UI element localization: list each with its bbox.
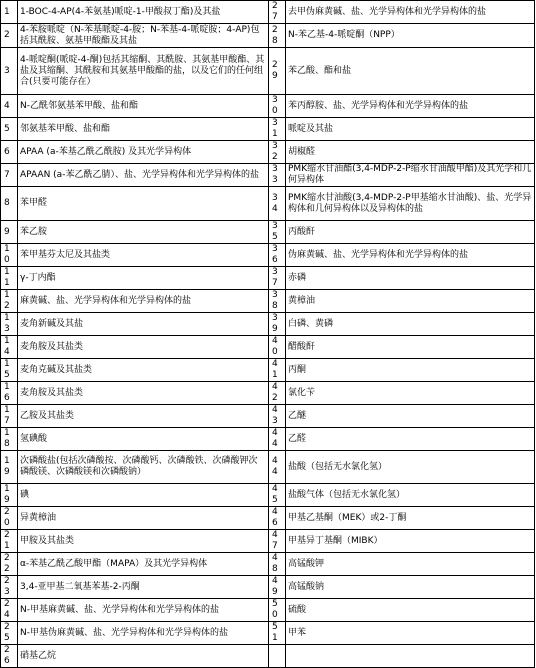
right-chemical-cell: 硫酸 (286, 599, 535, 622)
right-chemical-cell: 高锰酸钠 (286, 576, 535, 599)
left-number-cell: 3 (1, 48, 18, 95)
left-number-cell: 6 (1, 141, 18, 164)
right-chemical-cell: 氯化苄 (286, 382, 535, 405)
right-chemical-cell: PMK缩水甘油酸(3,4-MDP-2-P甲基缩水甘油酸)、盐、光学异构体和几何异构体以及异构体的盐 (286, 187, 535, 221)
left-number-cell: 23 (1, 576, 18, 599)
right-number-cell: 31 (269, 118, 286, 141)
right-chemical-cell: 醋酸酐 (286, 336, 535, 359)
right-chemical-cell: PMK缩水甘油酯(3,4-MDP-2-P缩水甘油酸甲酯)及其光学和几何异构体 (286, 164, 535, 187)
left-chemical-cell: 4-苯胺哌啶（N-苯基哌啶-4-胺；N-苯基-4-哌啶胺；4-AP)包括其酰胺、氨基甲酸酯及其盐 (18, 24, 269, 48)
chemicals-table-body (1, 1, 535, 668)
right-chemical-cell: 白磷、黄磷 (286, 313, 535, 336)
right-number-cell: 44 (269, 428, 286, 451)
table-row (1, 599, 535, 622)
table-row (1, 484, 535, 507)
left-chemical-cell: N-乙酰邻氨基苯甲酸、盐和酯 (18, 95, 269, 118)
left-number-cell: 16 (1, 382, 18, 405)
right-chemical-cell: 伪麻黄碱、盐、光学异构体和光学异构体的盐 (286, 244, 535, 267)
right-chemical-cell: 胡椒醛 (286, 141, 535, 164)
table-row (1, 507, 535, 530)
right-number-cell: 43 (269, 405, 286, 428)
table-row (1, 576, 535, 599)
left-chemical-cell: 乙胺及其盐类 (18, 405, 269, 428)
left-number-cell: 14 (1, 336, 18, 359)
right-chemical-cell: N-苯乙基-4-哌啶酮（NPP） (286, 24, 535, 48)
table-row (1, 290, 535, 313)
left-number-cell: 13 (1, 313, 18, 336)
right-number-cell: 51 (269, 622, 286, 645)
right-number-cell: 42 (269, 382, 286, 405)
right-chemical-cell: 苯乙酸、酯和盐 (286, 48, 535, 95)
left-chemical-cell: N-甲基伪麻黄碱、盐、光学异构体和光学异构体的盐 (18, 622, 269, 645)
left-number-cell: 18 (1, 428, 18, 451)
right-number-cell: 37 (269, 267, 286, 290)
left-chemical-cell: N-甲基麻黄碱、盐、光学异构体和光学异构体的盐 (18, 599, 269, 622)
left-number-cell: 11 (1, 267, 18, 290)
right-chemical-cell: 丙酮 (286, 359, 535, 382)
table-row (1, 359, 535, 382)
left-chemical-cell: 麦角胺及其盐类 (18, 382, 269, 405)
left-number-cell: 2 (1, 24, 18, 48)
left-number-cell: 24 (1, 599, 18, 622)
left-chemical-cell: 麦角新碱及其盐 (18, 313, 269, 336)
right-number-cell: 30 (269, 95, 286, 118)
table-row (1, 451, 535, 484)
left-chemical-cell: 碘 (18, 484, 269, 507)
left-number-cell: 19 (1, 484, 18, 507)
left-chemical-cell: 邻氨基苯甲酸、盐和酯 (18, 118, 269, 141)
left-chemical-cell: 麦角克碱及其盐类 (18, 359, 269, 382)
left-number-cell: 10 (1, 244, 18, 267)
table-row (1, 336, 535, 359)
table-row (1, 141, 535, 164)
table-row (1, 1, 535, 24)
right-chemical-cell: 哌啶及其盐 (286, 118, 535, 141)
left-chemical-cell: 1-BOC-4-AP(4-苯氨基)哌啶-1-甲酸叔丁酯)及其盐 (18, 1, 269, 24)
table-row (1, 187, 535, 221)
right-number-cell: 49 (269, 576, 286, 599)
left-chemical-cell: 苯乙胺 (18, 221, 269, 244)
table-row (1, 118, 535, 141)
right-number-cell: 50 (269, 599, 286, 622)
left-chemical-cell: 3,4-亚甲基二氧基苯基-2-丙酮 (18, 576, 269, 599)
right-chemical-cell: 乙醚 (286, 405, 535, 428)
table-row (1, 645, 535, 668)
left-chemical-cell: 次磷酸盐(包括次磷酸按、次磷酸钙、次磷酸铁、次磷酸钾次磷酸镁、次磷酸镁和次磷酸钠） (18, 451, 269, 484)
table-row (1, 244, 535, 267)
table-row (1, 267, 535, 290)
right-chemical-cell: 赤磷 (286, 267, 535, 290)
table-row (1, 95, 535, 118)
right-number-cell: 48 (269, 553, 286, 576)
right-chemical-cell: 盐酸气体（包括无水氯化氢） (286, 484, 535, 507)
left-number-cell: 8 (1, 187, 18, 221)
right-chemical-cell: 苯丙醇胺、盐、光学异构体和光学异构体的盐 (286, 95, 535, 118)
left-chemical-cell: 硝基乙烷 (18, 645, 269, 668)
table-row (1, 164, 535, 187)
left-chemical-cell: APAAN (a-苯乙酰乙腈）、盐、光学异构体和光学异构体的盐 (18, 164, 269, 187)
table-row (1, 405, 535, 428)
right-number-cell: 35 (269, 221, 286, 244)
right-number-cell: 27 (269, 1, 286, 24)
right-chemical-cell: 去甲伪麻黄碱、盐、光学异构体和光学异构体的盐 (286, 1, 535, 24)
left-chemical-cell: 氢碘酸 (18, 428, 269, 451)
right-number-cell: 47 (269, 530, 286, 553)
right-number-cell: 41 (269, 359, 286, 382)
right-chemical-cell: 甲苯 (286, 622, 535, 645)
table-row (1, 221, 535, 244)
right-number-cell (269, 645, 286, 668)
right-chemical-cell: 黄樟油 (286, 290, 535, 313)
left-chemical-cell: APAA (a-苯基乙酰乙酰胺) 及其光学异构体 (18, 141, 269, 164)
right-chemical-cell: 高锰酸钾 (286, 553, 535, 576)
left-chemical-cell: α-苯基乙酰乙酸甲酯（MAPA）及其光学异构体 (18, 553, 269, 576)
left-number-cell: 7 (1, 164, 18, 187)
left-number-cell: 19 (1, 451, 18, 484)
left-number-cell: 25 (1, 622, 18, 645)
table-row (1, 313, 535, 336)
right-number-cell: 40 (269, 336, 286, 359)
left-chemical-cell: 麻黄碱、盐、光学异构体和光学异构体的盐 (18, 290, 269, 313)
right-chemical-cell: 乙醛 (286, 428, 535, 451)
left-number-cell: 12 (1, 290, 18, 313)
right-number-cell: 28 (269, 24, 286, 48)
left-chemical-cell: 异黄樟油 (18, 507, 269, 530)
table-row (1, 428, 535, 451)
right-chemical-cell: 丙酸酐 (286, 221, 535, 244)
right-number-cell: 33 (269, 164, 286, 187)
left-number-cell: 17 (1, 405, 18, 428)
left-number-cell: 4 (1, 95, 18, 118)
table-row (1, 24, 535, 48)
left-number-cell: 26 (1, 645, 18, 668)
right-number-cell: 29 (269, 48, 286, 95)
table-row (1, 622, 535, 645)
right-number-cell: 39 (269, 313, 286, 336)
table-row (1, 48, 535, 95)
left-number-cell: 22 (1, 553, 18, 576)
right-number-cell: 44 (269, 451, 286, 484)
left-chemical-cell: 苯甲醛 (18, 187, 269, 221)
left-number-cell: 20 (1, 507, 18, 530)
right-chemical-cell: 甲基乙基酮（MEK）或2-丁酮 (286, 507, 535, 530)
left-chemical-cell: 苯甲基芬太尼及其盐类 (18, 244, 269, 267)
left-number-cell: 9 (1, 221, 18, 244)
right-number-cell: 36 (269, 244, 286, 267)
left-chemical-cell: γ-丁内酯 (18, 267, 269, 290)
table-row (1, 553, 535, 576)
left-number-cell: 1 (1, 1, 18, 24)
right-number-cell: 45 (269, 484, 286, 507)
left-number-cell: 21 (1, 530, 18, 553)
right-chemical-cell: 甲基异丁基酮（MIBK） (286, 530, 535, 553)
right-chemical-cell: 盐酸（包括无水氯化氢） (286, 451, 535, 484)
right-number-cell: 46 (269, 507, 286, 530)
table-row (1, 530, 535, 553)
left-chemical-cell: 甲胺及其盐类 (18, 530, 269, 553)
left-chemical-cell: 4-哌啶酮(哌啶-4-酮)包括其缩酮、其酰胺、其氨基甲酸酯、其盐及其缩酮、其酰胺和其氨基甲酸酯的盐，以及它们的任何组合(只要可能存在） (18, 48, 269, 95)
left-chemical-cell: 麦角胺及其盐类 (18, 336, 269, 359)
right-number-cell: 34 (269, 187, 286, 221)
left-number-cell: 5 (1, 118, 18, 141)
table-row (1, 382, 535, 405)
right-number-cell: 38 (269, 290, 286, 313)
left-number-cell: 15 (1, 359, 18, 382)
right-number-cell: 32 (269, 141, 286, 164)
right-chemical-cell (286, 645, 535, 668)
